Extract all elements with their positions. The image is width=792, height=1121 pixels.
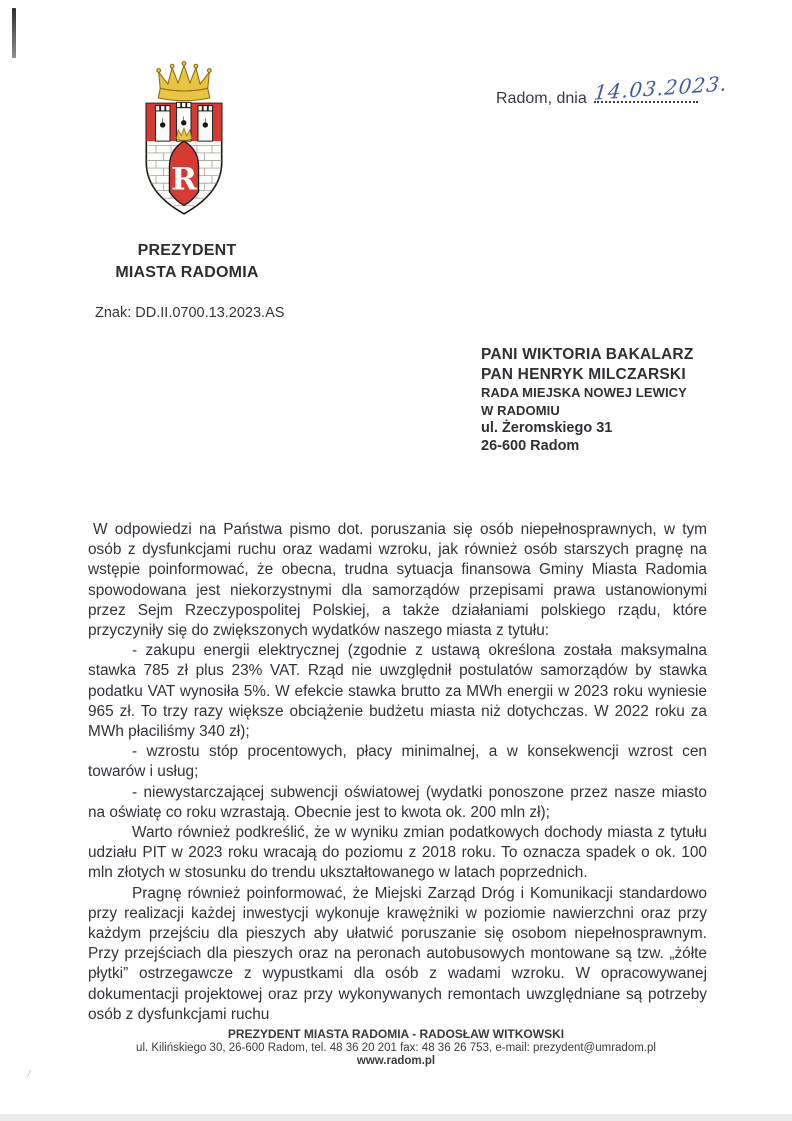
addressee-org-2: W RADOMIU <box>481 402 560 418</box>
letterhead-line1: PREZYDENT <box>137 242 237 259</box>
paragraph-education: - niewystarczającej subwencji oświatowej (wydatki ponoszone przez nasze miasto na oświatę co roku wzrastają. Obecnie jest to kwota ok. 200 mln zł); <box>88 783 707 821</box>
footer-president-line: PREZYDENT MIASTA RADOMIA - RADOSŁAW WITKOWSKI <box>227 1027 565 1041</box>
handwritten-date: 14.03.2023. <box>592 71 730 105</box>
crest-svg <box>130 56 238 223</box>
addressee-street: ul. Żeromskiego 31 <box>481 420 613 436</box>
scan-artifact-line <box>12 8 16 58</box>
letter-body <box>88 520 707 1025</box>
paragraph-pit: Warto również podkreślić, że w wyniku zmian podatkowych dochody miasta z tytułu udziału PIT w 2023 roku wracają do poziomu z 2018 roku. To oznacza spadek o ok. 100 mln złotych w stosunku do trendu ukształtowanego w latach poprzednich. <box>88 824 707 882</box>
crown-icon <box>157 62 211 101</box>
paragraph-energy: - zakupu energii elektrycznej (zgodnie z ustawą określona została maksymalna stawka 785 zł plus 23% VAT. Rząd nie uwzględnił postulatów samorządów by stawka podatku VAT wynosiła 5%. W efekcie stawka brutto za MWh energii w 2023 roku wyniesie 965 zł. To trzy razy większe obciążenie budżetu miasta niż dotychczas. W 2022 roku za MWh płaciliśmy 340 zł); <box>88 642 707 741</box>
scan-speck <box>26 1070 35 1080</box>
date-label: Radom, dnia <box>496 90 587 107</box>
paragraph-roads: Pragnę również poinformować, że Miejski Zarząd Dróg i Komunikacji standardowo przy realizacji każdej inwestycji wykonuje krawężniki w poziomie nawierzchni oraz przy każdym przejściu dla pieszych aby ułatwić poruszanie się osobom niepełnosprawnym. Przy przejściach dla pieszych oraz na peronach autobusowych montowane są tzw. „żółte płytki” ostrzegawcze z wypustkami dla osób z wadami wzroku. W opracowywanej dokumentacji projektowej oraz przy wykonywanych remontach uwzględniane są potrzeby osób z dysfunkcjami ruchu <box>88 884 707 1023</box>
radom-coat-of-arms <box>130 56 238 226</box>
addressee-block <box>481 345 694 455</box>
date-line <box>496 71 730 108</box>
addressee-org-1: RADA MIEJSKA NOWEJ LEWICY <box>481 385 687 400</box>
addressee-name-1: PANI WIKTORIA BAKALARZ <box>481 346 694 363</box>
reference-number: Znak: DD.II.0700.13.2023.AS <box>95 305 285 321</box>
footer-contact-line: ul. Kilińskiego 30, 26-600 Radom, tel. 48 36 20 201 fax: 48 36 26 753, e-mail: prezydent@umradom.pl <box>136 1041 656 1054</box>
footer <box>0 1028 792 1069</box>
addressee-name-2: PAN HENRYK MILCZARSKI <box>481 365 686 383</box>
paragraph-intro: W odpowiedzi na Państwa pismo dot. poruszania się osób niepełnosprawnych, w tym osób z dysfunkcjami ruchu oraz wadami wzroku, jak również osób starszych pragnę na wstępie poinformować, że obecna, trudna sytuacja finansowa Gminy Miasta Radomia spowodowana jest niekorzystnymi dla samorządów przepisami prawa ustanowionymi przez Sejm Rzeczypospolitej Polskiej, a także działaniami polskiego rządu, które przyczyniły się do zwiększonych wydatków naszego miasta z tytułu: <box>88 521 707 640</box>
scan-bottom-band <box>0 1114 792 1121</box>
footer-website: www.radom.pl <box>356 1055 436 1067</box>
crest-letter: R <box>171 161 197 198</box>
letterhead-title <box>78 240 296 284</box>
paragraph-rates: - wzrostu stóp procentowych, płacy minimalnej, a w konsekwencji wzrost cen towarów i usług; <box>88 743 707 781</box>
letterhead-line2: MIASTA RADOMIA <box>115 264 259 281</box>
addressee-city: 26-600 Radom <box>481 438 580 454</box>
